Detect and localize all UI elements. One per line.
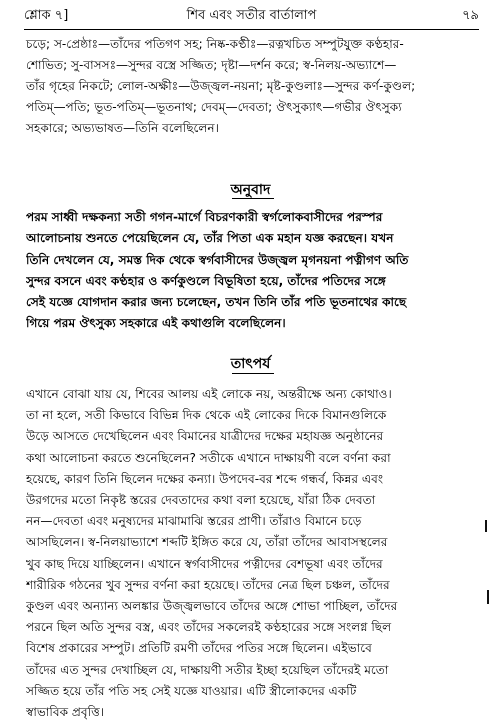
translation-line: আলোচনায় শুনতে পেয়েছিলেন যে, তাঁর পিতা এক মহান যজ্ঞ করছেন। যখন — [26, 231, 394, 246]
gloss-line: চড়ে; স-প্রেষ্ঠাঃ—তাঁদের পতিগণ সহ; নিষ্ক-কণ্ঠীঃ—রত্নখচিত সম্পুটযুক্ত কণ্ঠহার- — [26, 37, 404, 51]
translation-heading-rule — [232, 198, 274, 199]
purport-line: স্বাভাবিক প্রবৃত্তি। — [26, 705, 105, 720]
purport-heading: তাৎপর্য — [230, 356, 271, 372]
purport-line: কথা আলোচনা করতে শুনেছিলেন? সতীকে এখানে দাক্ষায়ণী বলে বর্ণনা করা — [26, 450, 391, 465]
translation-line: পরম সাধ্বী দক্ষকন্যা সতী গগন-মার্গে বিচরণকারী স্বর্গলোকবাসীদের পরস্পর — [26, 210, 383, 224]
gloss-line: শোভিত; সু-বাসসঃ—সুন্দর বস্ত্রে সজ্জিত; দৃষ্টা—দর্শন করে; স্ব-নিলয়-অভ্যাশে— — [26, 58, 397, 72]
scan-mark — [485, 520, 487, 532]
verse-reference: শ্লোক ৭] — [24, 8, 69, 23]
translation-line: সুন্দর বসনে এবং কণ্ঠহার ও কর্ণকুণ্ডলে বিভূষিতা হয়ে, তাঁদের পতিদের সঙ্গে — [26, 273, 386, 288]
purport-line: আসছিলেন। স্ব-নিলয়াভ্যাশে শব্দটি ইঙ্গিত করে যে, তাঁরা তাঁদের আবাসস্থলের — [26, 535, 388, 550]
page-number: ৭৯ — [462, 8, 479, 23]
purport-line: সজ্জিত হয়ে তাঁর পতি সহ সেই যজ্ঞে যাওয়ার। এটি স্ত্রীলোকদের একটি — [26, 683, 357, 698]
purport-line: শারীরিক গঠনের খুব সুন্দর বর্ণনা করা হয়েছে। তাঁদের নেত্র ছিল চঞ্চল, তাঁদের — [26, 577, 390, 592]
scan-mark — [487, 590, 489, 604]
gloss-line: পতিম্—পতি; ভূত-পতিম্—ভূতনাথ; দেবম্—দেবতা; ঔৎসুক্যাৎ—গভীর ঔৎসুক্য — [26, 100, 402, 114]
purport-line: বিশেষ প্রকারের সম্পুট। প্রতিটি রমণী তাঁদের পতির সঙ্গে ছিলেন। এইভাবে — [26, 641, 372, 656]
purport-line: তাঁদের এত সুন্দর দেখাচ্ছিল যে, দাক্ষায়ণী সতীর ইচ্ছা হয়েছিল তাঁদেরই মতো — [26, 662, 389, 677]
word-for-word-gloss — [26, 34, 478, 139]
purport-heading-rule — [232, 373, 274, 374]
purport-line: হয়েছে, কারণ তিনি ছিলেন দক্ষের কন্যা। উপদেব-বর শব্দে গন্ধর্ব, কিন্নর এবং — [26, 471, 384, 486]
translation-heading: অনুবাদ — [230, 182, 271, 198]
purport-line: উড়ে আসতে দেখেছিলেন এবং বিমানের যাত্রীদের দক্ষের মহাযজ্ঞ অনুষ্ঠানের — [26, 429, 384, 444]
running-header — [24, 6, 479, 28]
purport-line: কুণ্ডল এবং অন্যান্য অলঙ্কার উজ্জ্বলভাবে তাঁদের অঙ্গে শোভা পাচ্ছিল, তাঁদের — [26, 599, 398, 614]
purport-line: খুব কাছ দিয়ে যাচ্ছিলেন। এখানে স্বর্গবাসীদের পত্নীদের বেশভূষা এবং তাঁদের — [26, 556, 383, 571]
purport-line: এখানে বোঝা যায় যে, শিবের আলয় এই লোকে নয়, অন্তরীক্ষে অন্য কোথাও। — [26, 387, 392, 401]
purport-line: নন—দেবতা এবং মনুষ্যদের মাঝামাঝি স্তরের প্রাণী। তাঁরাও বিমানে চড়ে — [26, 514, 362, 529]
translation-line: গিয়ে পরম ঔৎসুক্য সহকারে এই কথাগুলি বলেছিলেন। — [26, 316, 286, 331]
header-rule — [24, 29, 479, 30]
translation-paragraph — [26, 207, 478, 335]
translation-line: তিনি দেখলেন যে, সমস্ত দিক থেকে স্বর্গবাসীদের উজ্জ্বল মৃগনয়না পত্নীগণ অতি — [26, 252, 409, 267]
purport-paragraph — [26, 384, 478, 723]
gloss-line: সহকারে; অভ্যভাষত—তিনি বলেছিলেন। — [26, 121, 219, 135]
purport-line: উরগদের মতো নিকৃষ্ট স্তরের দেবতাদের কথা বলা হয়েছে, যাঁরা ঠিক দেবতা — [26, 493, 376, 508]
translation-line: সেই যজ্ঞে যোগদান করার জন্য চলেছেন, তখন তিনি তাঁর পতি ভূতনাথের কাছে — [26, 295, 407, 310]
purport-line: পরনে ছিল অতি সুন্দর বস্ত্র, এবং তাঁদের সকলেরই কণ্ঠহারের সঙ্গে সংলগ্ন ছিল — [26, 620, 392, 635]
running-title: শিব এবং সতীর বার্তালাপ — [186, 8, 317, 23]
gloss-line: তাঁর গৃহের নিকটে; লোল-অক্ষীঃ—উজ্জ্বল-নয়না; মৃষ্ট-কুণ্ডলাঃ—সুন্দর কর্ণ-কুণ্ডল; — [26, 79, 416, 93]
purport-line: তা না হলে, সতী কিভাবে বিভিন্ন দিক থেকে এই লোকের দিকে বিমানগুলিকে — [26, 408, 387, 423]
